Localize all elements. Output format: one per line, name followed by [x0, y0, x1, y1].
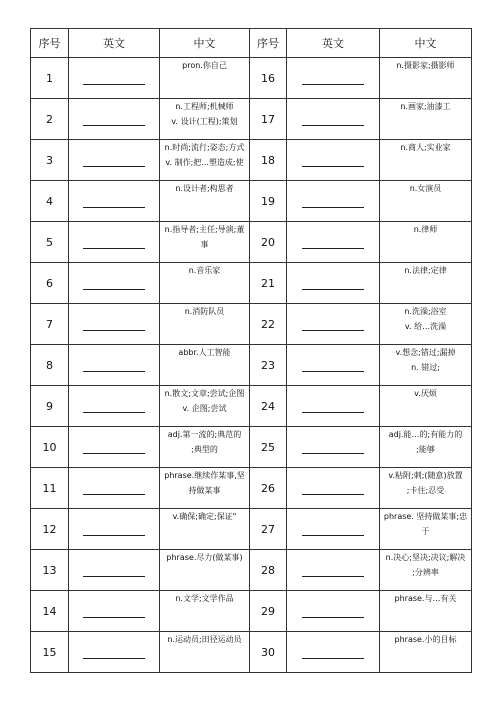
chinese-meaning-right: n.画家;油漆工: [380, 99, 472, 140]
table-row: [31, 591, 472, 632]
chinese-meaning-left: n.运动员;田径运动员: [160, 632, 250, 673]
answer-blank-line[interactable]: [83, 453, 145, 454]
english-blank-left[interactable]: [69, 58, 160, 99]
answer-blank-line[interactable]: [83, 371, 145, 372]
answer-blank-line[interactable]: [302, 289, 364, 290]
row-number-left: 3: [31, 140, 69, 181]
row-number-right: 22: [250, 304, 287, 345]
row-number-left: 14: [31, 591, 69, 632]
table-row: [31, 386, 472, 427]
answer-blank-line[interactable]: [302, 248, 364, 249]
answer-blank-line[interactable]: [302, 535, 364, 536]
answer-blank-line[interactable]: [302, 84, 364, 85]
english-blank-left[interactable]: [69, 509, 160, 550]
table-row: [31, 58, 472, 99]
english-blank-left[interactable]: [69, 591, 160, 632]
english-blank-right[interactable]: [287, 427, 380, 468]
row-number-left: 12: [31, 509, 69, 550]
row-number-right: 25: [250, 427, 287, 468]
row-number-left: 4: [31, 181, 69, 222]
row-number-right: 17: [250, 99, 287, 140]
answer-blank-line[interactable]: [302, 617, 364, 618]
chinese-meaning-left: n.指导者;主任;导演;董 事: [160, 222, 250, 263]
answer-blank-line[interactable]: [83, 125, 145, 126]
answer-blank-line[interactable]: [302, 412, 364, 413]
table-row: [31, 140, 472, 181]
chinese-meaning-left: n.音乐家: [160, 263, 250, 304]
chinese-meaning-right: n.洗澡;浴室 v. 给…洗澡: [380, 304, 472, 345]
chinese-meaning-right: n.律师: [380, 222, 472, 263]
answer-blank-line[interactable]: [83, 617, 145, 618]
row-number-left: 6: [31, 263, 69, 304]
table-row: [31, 550, 472, 591]
chinese-meaning-right: n.法律;定律: [380, 263, 472, 304]
chinese-meaning-right: v.想念;错过;漏掉 n. 错过;: [380, 345, 472, 386]
english-blank-right[interactable]: [287, 140, 380, 181]
row-number-left: 11: [31, 468, 69, 509]
row-number-right: 23: [250, 345, 287, 386]
row-number-right: 27: [250, 509, 287, 550]
chinese-meaning-right: n.摄影家;摄影师: [380, 58, 472, 99]
table-row: [31, 304, 472, 345]
answer-blank-line[interactable]: [302, 453, 364, 454]
header-en-left: 英文: [69, 29, 160, 58]
row-number-right: 28: [250, 550, 287, 591]
english-blank-right[interactable]: [287, 550, 380, 591]
chinese-meaning-left: n.散文;文章;尝试;企图 v. 企图;尝试: [160, 386, 250, 427]
english-blank-left[interactable]: [69, 222, 160, 263]
header-num-right: 序号: [250, 29, 287, 58]
answer-blank-line[interactable]: [302, 371, 364, 372]
chinese-meaning-right: v.粘附;刺;(随意)放置 ;卡住;忍受: [380, 468, 472, 509]
chinese-meaning-left: adj.第一流的;典范的 ;典型的: [160, 427, 250, 468]
english-blank-right[interactable]: [287, 304, 380, 345]
english-blank-left[interactable]: [69, 468, 160, 509]
chinese-meaning-right: v.厌烦: [380, 386, 472, 427]
table-header-row: [31, 29, 472, 58]
row-number-right: 29: [250, 591, 287, 632]
row-number-left: 13: [31, 550, 69, 591]
answer-blank-line[interactable]: [83, 207, 145, 208]
answer-blank-line[interactable]: [83, 412, 145, 413]
answer-blank-line[interactable]: [302, 330, 364, 331]
chinese-meaning-right: adj.能…的;有能力的 ;能够: [380, 427, 472, 468]
answer-blank-line[interactable]: [83, 330, 145, 331]
chinese-meaning-left: pron.你自己: [160, 58, 250, 99]
chinese-meaning-left: n.工程师;机械师 v. 设计(工程);策划: [160, 99, 250, 140]
english-blank-left[interactable]: [69, 345, 160, 386]
english-blank-left[interactable]: [69, 304, 160, 345]
answer-blank-line[interactable]: [83, 289, 145, 290]
english-blank-left[interactable]: [69, 427, 160, 468]
answer-blank-line[interactable]: [83, 535, 145, 536]
table-row: [31, 222, 472, 263]
table-row: [31, 632, 472, 673]
english-blank-left[interactable]: [69, 550, 160, 591]
chinese-meaning-left: phrase.继续作某事,坚 持做某事: [160, 468, 250, 509]
answer-blank-line[interactable]: [83, 248, 145, 249]
answer-blank-line[interactable]: [83, 494, 145, 495]
english-blank-left[interactable]: [69, 99, 160, 140]
english-blank-right[interactable]: [287, 591, 380, 632]
table-row: [31, 345, 472, 386]
header-zh-right: 中文: [380, 29, 472, 58]
header-en-right: 英文: [287, 29, 380, 58]
row-number-right: 30: [250, 632, 287, 673]
chinese-meaning-right: phrase. 坚持做某事;忠 于: [380, 509, 472, 550]
row-number-left: 5: [31, 222, 69, 263]
answer-blank-line[interactable]: [302, 207, 364, 208]
header-zh-left: 中文: [160, 29, 250, 58]
chinese-meaning-right: phrase.与…有关: [380, 591, 472, 632]
row-number-left: 10: [31, 427, 69, 468]
english-blank-left[interactable]: [69, 140, 160, 181]
chinese-meaning-left: n.文学;文学作品: [160, 591, 250, 632]
row-number-left: 9: [31, 386, 69, 427]
answer-blank-line[interactable]: [83, 84, 145, 85]
english-blank-right[interactable]: [287, 632, 380, 673]
answer-blank-line[interactable]: [302, 125, 364, 126]
english-blank-right[interactable]: [287, 181, 380, 222]
chinese-meaning-right: n.决心;坚决;决议;解决 ;分辨率: [380, 550, 472, 591]
chinese-meaning-left: n.消防队员: [160, 304, 250, 345]
answer-blank-line[interactable]: [83, 166, 145, 167]
row-number-left: 1: [31, 58, 69, 99]
row-number-right: 26: [250, 468, 287, 509]
english-blank-right[interactable]: [287, 509, 380, 550]
chinese-meaning-right: phrase.小的目标: [380, 632, 472, 673]
row-number-left: 2: [31, 99, 69, 140]
english-blank-left[interactable]: [69, 263, 160, 304]
table-row: [31, 509, 472, 550]
row-number-left: 15: [31, 632, 69, 673]
row-number-right: 16: [250, 58, 287, 99]
row-number-right: 21: [250, 263, 287, 304]
english-blank-right[interactable]: [287, 386, 380, 427]
table-row: [31, 263, 472, 304]
english-blank-right[interactable]: [287, 263, 380, 304]
row-number-right: 24: [250, 386, 287, 427]
table-row: [31, 99, 472, 140]
english-blank-left[interactable]: [69, 632, 160, 673]
answer-blank-line[interactable]: [302, 658, 364, 659]
row-number-right: 19: [250, 181, 287, 222]
english-blank-right[interactable]: [287, 345, 380, 386]
english-blank-right[interactable]: [287, 58, 380, 99]
chinese-meaning-left: abbr.人工智能: [160, 345, 250, 386]
english-blank-right[interactable]: [287, 99, 380, 140]
table-row: [31, 468, 472, 509]
header-num-left: 序号: [31, 29, 69, 58]
answer-blank-line[interactable]: [83, 658, 145, 659]
vocabulary-table: [30, 28, 472, 673]
chinese-meaning-left: v.确保;确定;保证": [160, 509, 250, 550]
english-blank-right[interactable]: [287, 222, 380, 263]
chinese-meaning-right: n.商人;实业家: [380, 140, 472, 181]
chinese-meaning-right: n.女演员: [380, 181, 472, 222]
chinese-meaning-left: n.设计者;构思者: [160, 181, 250, 222]
row-number-right: 20: [250, 222, 287, 263]
chinese-meaning-left: phrase.尽力(做某事): [160, 550, 250, 591]
answer-blank-line[interactable]: [83, 576, 145, 577]
english-blank-left[interactable]: [69, 386, 160, 427]
answer-blank-line[interactable]: [302, 576, 364, 577]
row-number-left: 7: [31, 304, 69, 345]
table-row: [31, 181, 472, 222]
answer-blank-line[interactable]: [302, 494, 364, 495]
english-blank-right[interactable]: [287, 468, 380, 509]
answer-blank-line[interactable]: [302, 166, 364, 167]
table-row: [31, 427, 472, 468]
row-number-right: 18: [250, 140, 287, 181]
english-blank-left[interactable]: [69, 181, 160, 222]
row-number-left: 8: [31, 345, 69, 386]
chinese-meaning-left: n.时尚;流行;姿态;方式 v. 制作;把...塑造成;使: [160, 140, 250, 181]
